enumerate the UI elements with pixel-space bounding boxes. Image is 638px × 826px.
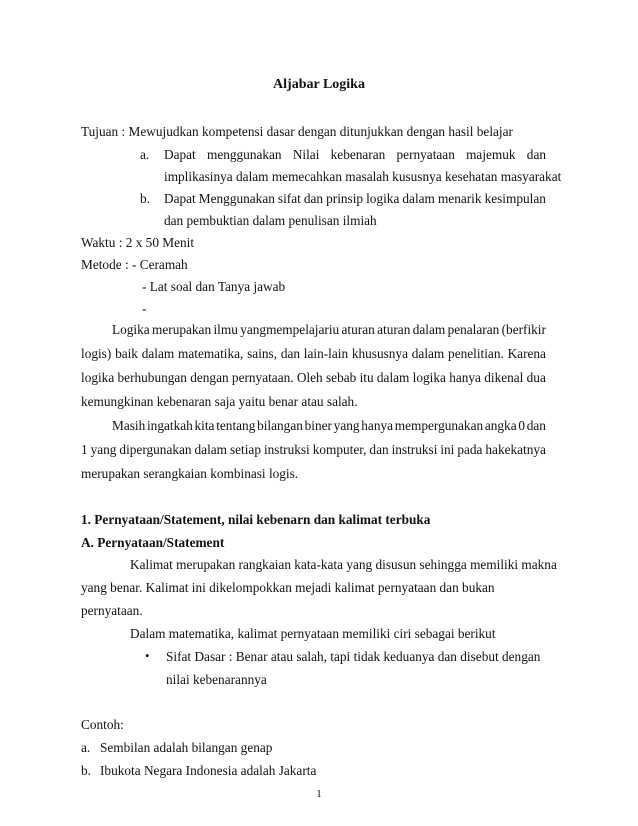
word: (berfikir <box>501 322 546 337</box>
word: Nilai <box>292 147 320 162</box>
word: Masih <box>112 418 146 433</box>
bullet-line: Sifat Dasar : Benar atau salah, tapi tidak keduanya dan disebut dengan <box>166 649 541 664</box>
word: dalam <box>402 191 435 206</box>
word: dipergunakan <box>119 442 192 457</box>
word: kita <box>194 418 215 433</box>
paragraph-2-line: merupakan serangkaian kombinasi logis. <box>81 466 299 481</box>
paragraph-1-line <box>112 322 546 338</box>
word: sains, <box>247 346 278 361</box>
paragraph-3-line: pernyataan. <box>81 603 143 618</box>
word: penalaran <box>447 322 500 337</box>
word: Menggunakan <box>198 191 275 206</box>
word: yangmempelajariu <box>240 322 340 337</box>
paragraph-3-line: yang benar. Kalimat ini dikelompokkan mejadi kalimat pernyataan dan bukan <box>81 580 495 595</box>
word: dua <box>526 370 546 385</box>
word: menggunakan <box>206 147 282 162</box>
word: yang <box>333 418 360 433</box>
word: angka <box>484 418 517 433</box>
word: dan <box>526 147 546 162</box>
word: kesimpulan <box>484 191 546 206</box>
word: Dapat <box>164 191 196 206</box>
word: menarik <box>437 191 482 206</box>
word: merupakan <box>152 322 212 337</box>
word: mempergunakan <box>394 418 484 433</box>
word: dan <box>280 346 301 361</box>
word: matematika, <box>178 346 244 361</box>
word: Dapat <box>164 147 196 162</box>
word: 0 <box>518 418 525 433</box>
word: baik <box>115 346 138 361</box>
word: dalam <box>411 346 445 361</box>
paragraph-2-line <box>112 418 546 434</box>
section-1-heading: 1. Pernyataan/Statement, nilai kebenarn dan kalimat terbuka <box>81 512 431 527</box>
word: aturan <box>377 322 411 337</box>
word: dan <box>526 418 546 433</box>
word: instruksi <box>263 442 310 457</box>
paragraph-1-line <box>81 346 546 362</box>
word: dalam <box>141 346 175 361</box>
word: logis) <box>81 346 112 361</box>
word: tentang <box>216 418 256 433</box>
word: sebab <box>326 370 357 385</box>
word: 1 <box>81 442 88 457</box>
word: dalam <box>376 370 410 385</box>
example-marker: b. <box>81 763 91 778</box>
word: dalam <box>194 442 228 457</box>
paragraph-2-line <box>81 442 546 458</box>
page-number: 1 <box>316 788 322 800</box>
word: ilmu <box>213 322 238 337</box>
word: pernyataan <box>396 147 455 162</box>
word: itu <box>359 370 374 385</box>
metode-item: - Lat soal dan Tanya jawab <box>142 279 286 294</box>
tujuan-b-line2: dan pembuktian dalam penulisan ilmiah <box>164 213 377 228</box>
bullet-line: nilai kebenarannya <box>166 672 267 687</box>
word: khususnya <box>351 346 409 361</box>
word: dan <box>369 442 389 457</box>
word: hanya <box>449 370 481 385</box>
word: setiap <box>229 442 261 457</box>
tujuan-b-marker: b. <box>140 191 150 206</box>
page-title: Aljabar Logika <box>273 77 365 92</box>
word: ingatkah <box>146 418 193 433</box>
waktu-line: Waktu : 2 x 50 Menit <box>81 235 195 250</box>
tujuan-a-line2: implikasinya dalam memecahkan masalah kususnya kesehatan masyarakat <box>164 169 562 184</box>
word: aturan <box>341 322 375 337</box>
word: prinsip <box>326 191 364 206</box>
word: dikenal <box>484 370 524 385</box>
word: hakekatnya <box>485 442 546 457</box>
word: pernyataan. <box>231 370 294 385</box>
metode-line: Metode : - Ceramah <box>81 257 188 272</box>
word: Logika <box>112 322 150 337</box>
word: lain-lain <box>303 346 349 361</box>
tujuan-a-line1 <box>164 147 546 163</box>
paragraph-3-line: Kalimat merupakan rangkaian kata-kata yang disusun sehingga memiliki makna <box>130 557 557 572</box>
word: instruksi <box>391 442 438 457</box>
example-text: Ibukota Negara Indonesia adalah Jakarta <box>100 763 317 778</box>
paragraph-4-line: Dalam matematika, kalimat pernyataan memiliki ciri sebagai berikut <box>130 626 496 641</box>
word: hanya <box>361 418 394 433</box>
word: Oleh <box>296 370 323 385</box>
paragraph-1-line: kemungkinan kebenaran saja yaitu benar atau salah. <box>81 394 358 409</box>
word: logika <box>412 370 446 385</box>
word: dan <box>303 191 324 206</box>
word: kebenaran <box>330 147 386 162</box>
example-text: Sembilan adalah bilangan genap <box>100 740 273 755</box>
word: dengan <box>190 370 229 385</box>
metode-item: - <box>142 301 147 316</box>
example-marker: a. <box>81 740 91 755</box>
contoh-label: Contoh: <box>81 717 124 732</box>
word: berhubungan <box>117 370 187 385</box>
word: logika <box>81 370 115 385</box>
bullet-icon: • <box>145 648 150 663</box>
word: ini <box>440 442 455 457</box>
tujuan-b-line1 <box>164 191 546 207</box>
word: penelitian. <box>448 346 504 361</box>
word: komputer, <box>312 442 367 457</box>
tujuan-line: Tujuan : Mewujudkan kompetensi dasar dengan ditunjukkan dengan hasil belajar <box>81 124 513 139</box>
paragraph-1-line <box>81 370 546 386</box>
word: biner <box>304 418 332 433</box>
word: pada <box>457 442 483 457</box>
tujuan-a-marker: a. <box>140 147 150 162</box>
section-a-heading: A. Pernyataan/Statement <box>81 535 225 550</box>
word: yang <box>90 442 117 457</box>
word: sifat <box>277 191 301 206</box>
word: bilangan <box>257 418 303 433</box>
word: majemuk <box>466 147 516 162</box>
word: dalam <box>412 322 446 337</box>
word: logika <box>366 191 400 206</box>
word: Karena <box>507 346 546 361</box>
